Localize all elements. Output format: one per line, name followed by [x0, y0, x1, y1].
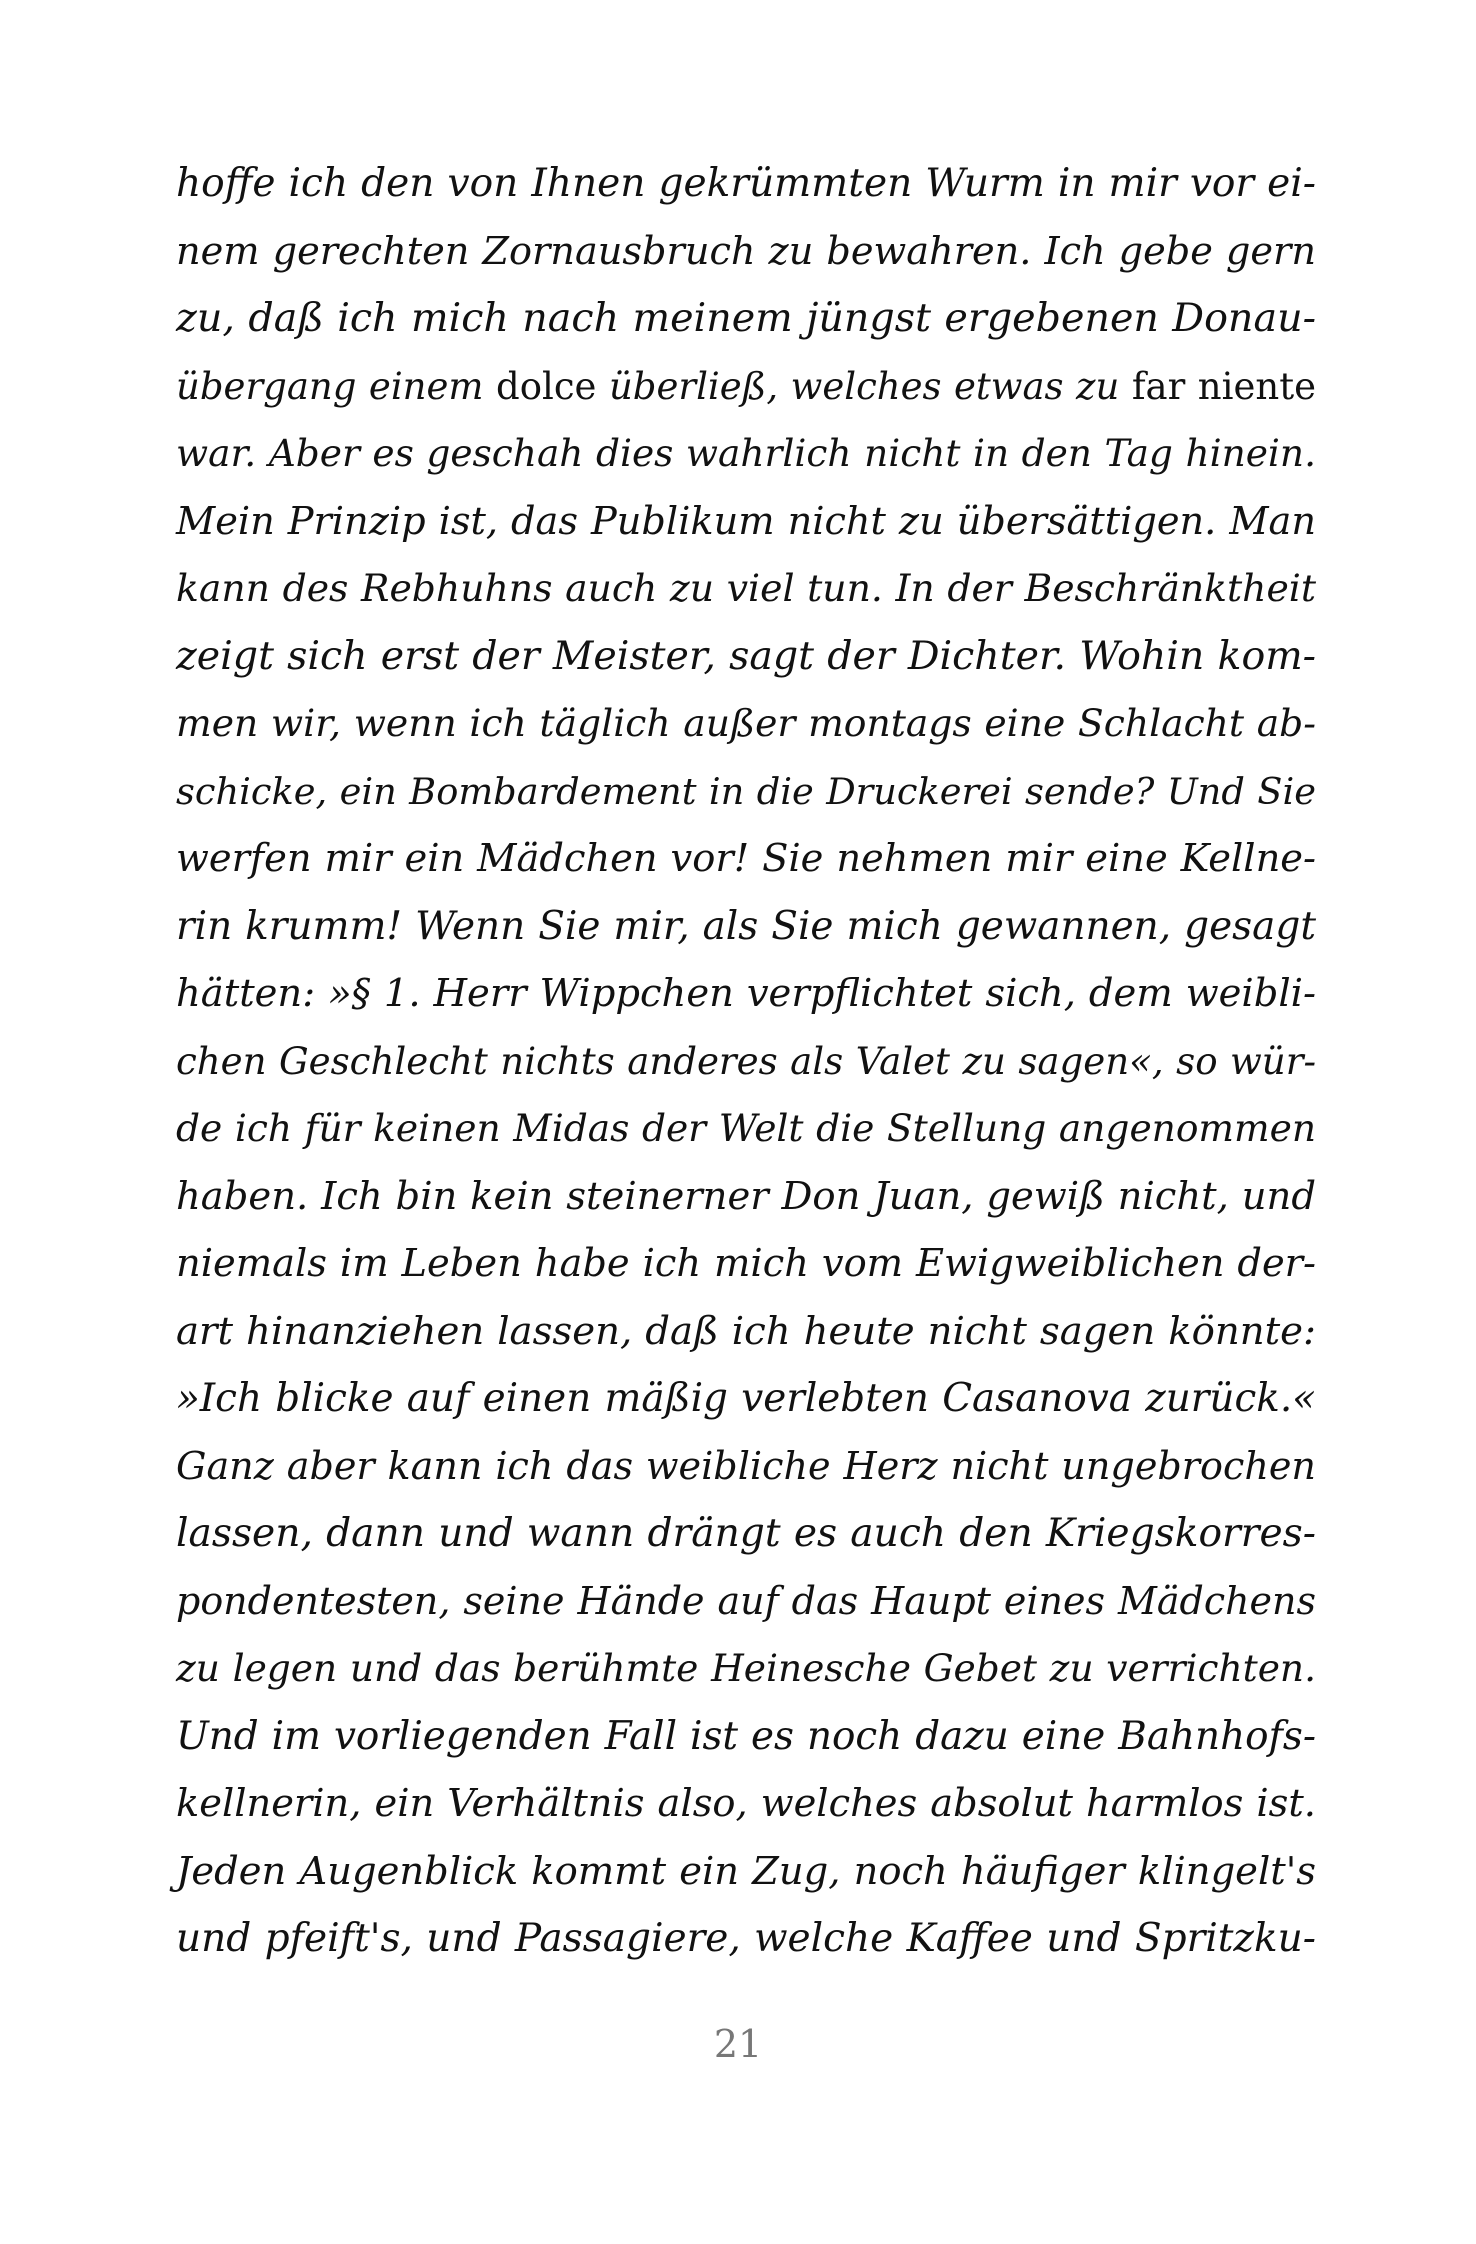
body-text — [176, 150, 1316, 1973]
text-line: Jeden Augenblick kommt ein Zug, noch häufiger klingelt's — [176, 1848, 1316, 1894]
text-line: Mein Prinzip ist, das Publikum nicht zu übersättigen. Man — [176, 498, 1316, 544]
text-line-mixed — [176, 353, 1316, 421]
text-line: zu, daß ich mich nach meinem jüngst ergebenen Donau- — [176, 295, 1316, 341]
text-line: und pfeift's, und Passagiere, welche Kaffee und Spritzku- — [176, 1916, 1316, 1961]
text-line: hätten: »§ 1. Herr Wippchen verpflichtet sich, dem weibli- — [176, 971, 1316, 1016]
text-line: haben. Ich bin kein steinerner Don Juan, gewiß nicht, und — [176, 1173, 1316, 1219]
text-line: rin krumm! Wenn Sie mir, als Sie mich gewannen, gesagt — [176, 903, 1316, 949]
text-line: war. Aber es geschah dies wahrlich nicht in den Tag hinein. — [176, 431, 1316, 475]
text-line: kann des Rebhuhns auch zu viel tun. In der Beschränktheit — [176, 566, 1316, 610]
text-line: art hinanziehen lassen, daß ich heute nicht sagen könnte: — [176, 1308, 1316, 1354]
text-fragment-upright: far niente — [1131, 364, 1317, 408]
text-line: men wir, wenn ich täglich außer montags eine Schlacht ab- — [176, 701, 1316, 745]
page-number: 21 — [713, 2022, 763, 2066]
text-line: werfen mir ein Mädchen vor! Sie nehmen mir eine Kellne- — [176, 836, 1316, 881]
text-line: nem gerechten Zornausbruch zu bewahren. Ich gebe gern — [176, 228, 1316, 274]
text-line: schicke, ein Bombardement in die Druckerei sende? Und Sie — [176, 769, 1316, 813]
text-line: zeigt sich erst der Meister, sagt der Dichter. Wohin kom- — [176, 632, 1316, 679]
text-line: niemals im Leben habe ich mich vom Ewigweiblichen der- — [176, 1241, 1316, 1286]
text-line: zu legen und das berühmte Heinesche Gebet zu verrichten. — [176, 1646, 1316, 1690]
text-line: kellnerin, ein Verhältnis also, welches absolut harmlos ist. — [176, 1781, 1316, 1826]
text-fragment-upright: dolce — [496, 364, 597, 408]
text-line: de ich für keinen Midas der Welt die Stellung angenommen — [176, 1106, 1316, 1150]
text-line: pondentesten, seine Hände auf das Haupt eines Mädchens — [176, 1578, 1316, 1623]
text-line: hoffe ich den von Ihnen gekrümmten Wurm in mir vor ei- — [176, 161, 1316, 206]
text-line: Ganz aber kann ich das weibliche Herz nicht ungebrochen — [176, 1443, 1316, 1488]
text-line: Und im vorliegenden Fall ist es noch dazu eine Bahnhofs- — [176, 1713, 1316, 1759]
text-fragment: überließ, welches etwas zu — [596, 364, 1132, 408]
text-line: chen Geschlecht nichts anderes als Valet zu sagen«, so wür- — [176, 1039, 1316, 1083]
text-line: »Ich blicke auf einen mäßig verlebten Casanova zurück.« — [176, 1376, 1316, 1421]
text-fragment: übergang einem — [176, 364, 496, 408]
text-line: lassen, dann und wann drängt es auch den Kriegskorres- — [176, 1511, 1316, 1556]
